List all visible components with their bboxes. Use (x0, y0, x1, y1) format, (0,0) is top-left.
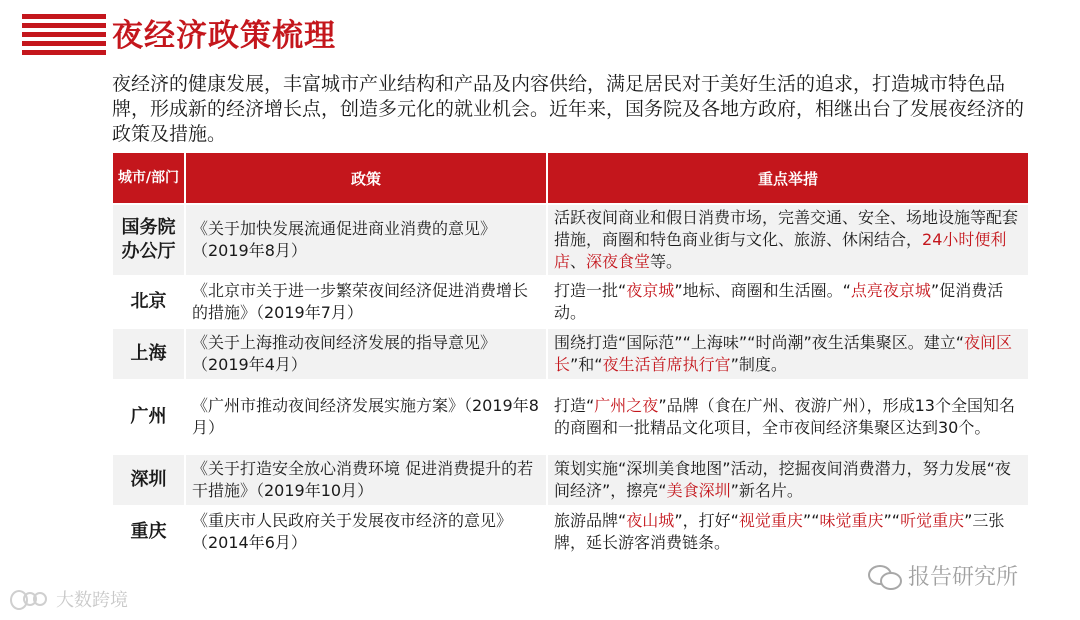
wechat-icon (868, 563, 902, 589)
measures-cell (548, 505, 1028, 557)
highlight-text: 点亮夜京城 (850, 281, 931, 300)
highlight-text: 味觉重庆 (819, 511, 884, 530)
policy-cell: 《关于打造安全放心消费环境 促进消费提升的若干措施》（2019年10月） (186, 453, 548, 505)
table-row (113, 327, 1028, 379)
highlight-text: 听觉重庆 (900, 511, 965, 530)
measure-text: ”地标、商圈和生活圈。“ (674, 281, 851, 300)
highlight-text: 夜间区长 (554, 333, 1013, 374)
measures-cell (548, 327, 1028, 379)
measure-text: ”三张牌，延长游客消费链条。 (554, 511, 1005, 552)
measure-text: 活跃夜间商业和假日消费市场，完善交通、安全、场地设施等配套措施，商圈和特色商业街与文化、旅游、休闲结合， (554, 208, 1019, 249)
policy-cell: 《北京市关于进一步繁荣夜间经济促进消费增长的措施》（2019年7月） (186, 275, 548, 327)
highlight-text: 夜京城 (626, 281, 675, 300)
watermark-left-text: 大数跨境 (56, 590, 128, 611)
measure-text: 等。 (650, 252, 683, 271)
logo-icon (10, 588, 50, 610)
table-header-row (113, 153, 1028, 203)
measure-text: ”“ (802, 511, 820, 530)
measure-text: 打造“ (554, 396, 595, 415)
policy-table (113, 153, 1028, 557)
city-cell: 北京 (113, 275, 186, 327)
highlight-text: 深夜食堂 (586, 252, 651, 271)
measure-text: 、 (570, 252, 587, 271)
measure-text: ”新名片。 (730, 481, 803, 500)
policy-cell: 《关于上海推动夜间经济发展的指导意见》（2019年4月） (186, 327, 548, 379)
highlight-text: 24小时便利店 (554, 230, 1007, 271)
header-measures: 重点举措 (548, 153, 1028, 203)
measures-cell (548, 453, 1028, 505)
header-policy: 政策 (186, 153, 548, 203)
highlight-text: 夜山城 (626, 511, 675, 530)
city-cell: 重庆 (113, 505, 186, 557)
intro-paragraph: 夜经济的健康发展，丰富城市产业结构和产品及内容供给，满足居民对于美好生活的追求，打造城市特色品牌，形成新的经济增长点，创造多元化的就业机会。近年来，国务院及各地方政府，相继出台了发展夜经济的政策及措施。 (112, 73, 1025, 145)
measure-text: ”促消费活动。 (554, 281, 1004, 322)
city-cell: 广州 (113, 379, 186, 453)
watermark-right (868, 560, 1018, 591)
policy-cell: 《重庆市人民政府关于发展夜市经济的意见》（2014年6月） (186, 505, 548, 557)
policy-cell: 《关于加快发展流通促进商业消费的意见》（2019年8月） (186, 203, 548, 275)
page-title: 夜经济政策梳理 (112, 18, 336, 54)
measure-text: 围绕打造“国际范”“上海味”“时尚潮”夜生活集聚区。建立“ (554, 333, 965, 352)
measure-text: ”“ (883, 511, 901, 530)
city-cell: 国务院办公厅 (113, 203, 186, 275)
policy-cell: 《广州市推动夜间经济发展实施方案》（2019年8月） (186, 379, 548, 453)
highlight-text: 夜生活首席执行官 (602, 355, 731, 374)
measures-cell (548, 379, 1028, 453)
table-row (113, 379, 1028, 453)
table-row (113, 275, 1028, 327)
measure-text: ”，打好“ (674, 511, 739, 530)
measure-text: 打造一批“ (554, 281, 627, 300)
title-stripes-icon (22, 14, 106, 58)
measure-text: ”制度。 (730, 355, 787, 374)
table-row (113, 505, 1028, 557)
highlight-text: 广州之夜 (594, 396, 659, 415)
watermark-left (10, 586, 128, 612)
table-row (113, 453, 1028, 505)
table-row (113, 203, 1028, 275)
city-cell: 上海 (113, 327, 186, 379)
measure-text: 旅游品牌“ (554, 511, 627, 530)
measure-text: ”和“ (570, 355, 603, 374)
measures-cell (548, 203, 1028, 275)
measure-text: ”品牌（食在广州、夜游广州），形成13个全国知名的商圈和一批精品文化项目，全市夜间经济集聚区达到30个。 (554, 396, 1015, 437)
watermark-right-text: 报告研究所 (908, 565, 1019, 590)
measure-text: 策划实施“深圳美食地图”活动，挖掘夜间消费潜力，努力发展“夜间经济”，擦亮“ (554, 459, 1011, 500)
header-city: 城市/部门 (113, 153, 186, 203)
measures-cell (548, 275, 1028, 327)
city-cell: 深圳 (113, 453, 186, 505)
highlight-text: 美食深圳 (666, 481, 731, 500)
highlight-text: 视觉重庆 (738, 511, 803, 530)
